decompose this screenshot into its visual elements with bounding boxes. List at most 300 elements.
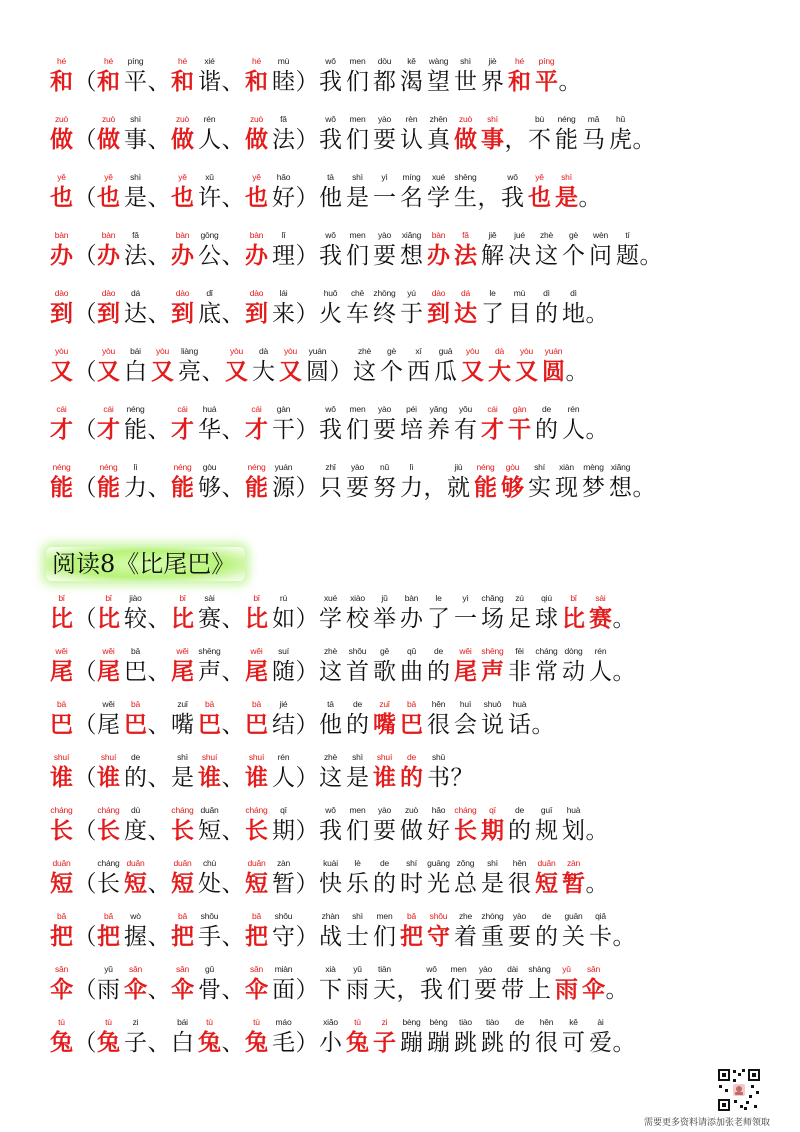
pinyin: cái [487, 404, 498, 414]
hanzi: 校 [346, 606, 369, 632]
hanzi-cell [344, 403, 371, 445]
punctuation [567, 345, 587, 387]
hanzi: 学 [319, 606, 342, 632]
pinyin: cháng [245, 805, 268, 815]
hanzi: 。 [565, 359, 589, 385]
hanzi: 人 [589, 659, 612, 685]
hanzi: 谁 [245, 764, 268, 791]
pinyin: yě [104, 172, 113, 182]
character-row [48, 345, 768, 387]
pinyin: xué [431, 172, 446, 182]
pinyin: xiǎng [401, 230, 422, 240]
hanzi: 能 [555, 127, 578, 153]
pinyin: bǐ [105, 593, 112, 603]
hanzi: 兔 [198, 1029, 221, 1056]
pinyin: wèn [593, 230, 608, 240]
pinyin: wǒ [325, 114, 336, 124]
hanzi: 谁 [198, 764, 221, 791]
hanzi: （ [73, 712, 97, 738]
hanzi-cell [196, 171, 223, 213]
highlighted-hanzi-cell [243, 910, 270, 952]
highlighted-hanzi-cell [196, 1016, 223, 1058]
hanzi: 小 [319, 1030, 342, 1056]
hanzi: 又 [97, 358, 120, 385]
pinyin: duǎn [173, 858, 192, 868]
hanzi-cell [560, 645, 587, 687]
footer [644, 1067, 770, 1128]
hanzi: 嘴 [171, 712, 194, 738]
hanzi: 的 [427, 659, 450, 685]
hanzi: 办 [171, 242, 194, 269]
punctuation [297, 113, 317, 155]
hanzi: 雨 [97, 977, 120, 1003]
hanzi: 做 [97, 126, 120, 153]
pinyin: bǎ [56, 911, 67, 921]
highlighted-hanzi-cell [533, 857, 560, 899]
hanzi: 时 [400, 871, 423, 897]
highlighted-hanzi-cell [169, 645, 196, 687]
pinyin: bàn [431, 230, 446, 240]
hanzi-cell [270, 171, 297, 213]
highlighted-hanzi-cell [277, 345, 304, 387]
hanzi: 很 [427, 712, 450, 738]
hanzi-cell [169, 751, 196, 793]
hanzi-cell [425, 592, 452, 634]
pinyin: men [349, 56, 366, 66]
hanzi: 、 [221, 659, 245, 685]
hanzi: 生 [454, 185, 477, 211]
pinyin: dǐ [206, 288, 213, 298]
highlighted-hanzi-cell [122, 698, 149, 740]
pinyin: yǎng [429, 404, 448, 414]
pinyin: jiě [488, 230, 497, 240]
hanzi: 、 [221, 765, 245, 791]
hanzi-cell [506, 857, 533, 899]
hanzi-cell [317, 403, 344, 445]
hanzi-cell [122, 1016, 149, 1058]
hanzi: ） [295, 924, 319, 950]
punctuation [223, 751, 243, 793]
hanzi-cell [196, 645, 223, 687]
hanzi-cell [425, 55, 452, 97]
character-row [48, 592, 768, 634]
punctuation [425, 461, 445, 503]
hanzi-cell [317, 113, 344, 155]
hanzi: 来 [272, 301, 295, 327]
hanzi-cell [270, 461, 297, 503]
highlighted-hanzi-cell [425, 910, 452, 952]
pinyin: zhōng [373, 288, 396, 298]
hanzi: 兔 [50, 1029, 73, 1056]
pinyin: xiào [350, 593, 365, 603]
hanzi-cell [425, 403, 452, 445]
hanzi-cell [122, 171, 149, 213]
punctuation [75, 229, 95, 271]
hanzi-cell [452, 592, 479, 634]
hanzi: （ [73, 359, 97, 385]
hanzi: 都 [373, 69, 396, 95]
hanzi: 要 [346, 475, 369, 501]
hanzi-cell [452, 55, 479, 97]
pinyin: cái [251, 404, 262, 414]
pinyin: hé [103, 56, 114, 66]
highlighted-hanzi-cell [48, 698, 75, 740]
pinyin: sǎn [128, 964, 143, 974]
hanzi: 的 [346, 712, 369, 738]
highlighted-hanzi-cell [243, 113, 270, 155]
pinyin: dào [54, 288, 69, 298]
hanzi-cell [398, 1016, 425, 1058]
hanzi-cell [371, 113, 398, 155]
punctuation [297, 171, 317, 213]
highlighted-hanzi-cell [169, 171, 196, 213]
hanzi: 才 [97, 416, 120, 443]
hanzi: 实 [528, 475, 551, 501]
hanzi-cell [169, 698, 196, 740]
highlighted-hanzi-cell [48, 804, 75, 846]
hanzi: 和 [171, 68, 194, 95]
hanzi: 目 [508, 301, 531, 327]
hanzi: 界 [481, 69, 504, 95]
pinyin: zhe [458, 911, 473, 921]
hanzi-cell [398, 55, 425, 97]
hanzi: 要 [474, 977, 497, 1003]
hanzi: （ [73, 69, 97, 95]
punctuation [75, 751, 95, 793]
pinyin: guāng [427, 858, 450, 868]
hanzi: 好 [427, 818, 450, 844]
hanzi: 法 [272, 127, 295, 153]
hanzi-cell [506, 1016, 533, 1058]
hanzi: ） [329, 359, 353, 385]
pinyin: zi [132, 1017, 139, 1027]
pinyin: hěn [512, 858, 527, 868]
highlighted-hanzi-cell [169, 804, 196, 846]
hanzi: 。 [585, 417, 609, 443]
hanzi-cell [371, 857, 398, 899]
hanzi: 个 [380, 359, 403, 385]
highlighted-hanzi-cell [452, 645, 479, 687]
pinyin: sǎn [586, 964, 601, 974]
highlighted-hanzi-cell [48, 345, 75, 387]
hanzi: 场 [481, 606, 504, 632]
pinyin: néng [557, 114, 576, 124]
hanzi-cell [344, 229, 371, 271]
highlighted-hanzi-cell [48, 751, 75, 793]
hanzi: 谐 [198, 69, 221, 95]
hanzi: 办 [50, 242, 73, 269]
hanzi-cell [270, 698, 297, 740]
hanzi: 才 [50, 416, 73, 443]
hanzi-cell [398, 461, 425, 503]
pinyin: bǎ [251, 911, 262, 921]
pinyin: yòu [519, 346, 534, 356]
hanzi: 够 [501, 474, 524, 501]
hanzi: 们 [346, 818, 369, 844]
hanzi: 、 [147, 871, 171, 897]
punctuation [614, 645, 634, 687]
pinyin: sài [204, 593, 215, 603]
hanzi-cell [499, 171, 526, 213]
hanzi: 和 [97, 68, 120, 95]
hanzi: 曲 [400, 659, 423, 685]
hanzi-cell [196, 804, 223, 846]
highlighted-hanzi-cell [560, 592, 587, 634]
highlighted-hanzi-cell [196, 751, 223, 793]
highlighted-hanzi-cell [344, 1016, 371, 1058]
hanzi: 车 [346, 301, 369, 327]
highlighted-hanzi-cell [479, 113, 506, 155]
hanzi: 声 [481, 658, 504, 685]
hanzi: 、 [221, 712, 245, 738]
hanzi: 蹦 [427, 1030, 450, 1056]
hanzi: 、 [147, 301, 171, 327]
hanzi: 是 [346, 185, 369, 211]
punctuation [149, 910, 169, 952]
hanzi-cell [122, 345, 149, 387]
pinyin: bàn [249, 230, 264, 240]
pinyin: mèng [583, 462, 604, 472]
hanzi: 白 [171, 1030, 194, 1056]
pinyin: néng [99, 462, 118, 472]
highlighted-hanzi-cell [553, 963, 580, 1005]
hanzi: 平 [124, 69, 147, 95]
pinyin: de [379, 858, 390, 868]
hanzi-cell [122, 55, 149, 97]
hanzi: 想 [609, 475, 632, 501]
hanzi-cell [526, 461, 553, 503]
hanzi: 这 [319, 765, 342, 791]
pinyin: shuí [248, 752, 265, 762]
hanzi-cell [452, 171, 479, 213]
punctuation [614, 592, 634, 634]
hanzi-cell [479, 55, 506, 97]
hanzi: 骨 [198, 977, 221, 1003]
character-row [48, 403, 768, 445]
pinyin: shū [431, 752, 446, 762]
hanzi: 雨 [555, 976, 578, 1003]
hanzi: 非 [508, 659, 531, 685]
hanzi: 暂 [272, 871, 295, 897]
punctuation [587, 804, 607, 846]
hanzi: 要 [373, 818, 396, 844]
pinyin: zuò [249, 114, 264, 124]
hanzi: （ [73, 818, 97, 844]
pinyin: yě [252, 172, 261, 182]
hanzi: 大 [488, 358, 511, 385]
pinyin: yuán [308, 346, 327, 356]
highlighted-hanzi-cell [243, 171, 270, 213]
punctuation [75, 963, 95, 1005]
hanzi: ） [295, 475, 319, 501]
hanzi: 够 [198, 475, 221, 501]
hanzi: 、 [221, 243, 245, 269]
pinyin: chù [202, 858, 217, 868]
highlighted-hanzi-cell [479, 645, 506, 687]
hanzi: 办 [245, 242, 268, 269]
hanzi-cell [553, 461, 580, 503]
hanzi: 圆 [542, 358, 565, 385]
hanzi: 公 [198, 243, 221, 269]
hanzi: 想 [400, 243, 423, 269]
hanzi: ， [477, 185, 501, 211]
hanzi: 们 [346, 127, 369, 153]
hanzi: （ [73, 185, 97, 211]
pinyin: lè [354, 858, 361, 868]
hanzi: 才 [245, 416, 268, 443]
pinyin: néng [247, 462, 266, 472]
pinyin: kuài [323, 858, 338, 868]
hanzi: 办 [400, 606, 423, 632]
highlighted-hanzi-cell [540, 345, 567, 387]
highlighted-hanzi-cell [587, 592, 614, 634]
pinyin: xué [323, 593, 338, 603]
hanzi-cell [398, 403, 425, 445]
hanzi-cell [122, 229, 149, 271]
hanzi-cell [317, 592, 344, 634]
pinyin: yào [478, 964, 493, 974]
pinyin: hǎo [431, 805, 446, 815]
highlighted-hanzi-cell [452, 287, 479, 329]
hanzi-cell [317, 804, 344, 846]
hanzi-cell [587, 229, 614, 271]
pinyin: shì [487, 858, 498, 868]
hanzi: 要 [373, 127, 396, 153]
pinyin: duǎn [247, 858, 266, 868]
hanzi: 尾 [245, 658, 268, 685]
hanzi: （ [73, 659, 97, 685]
hanzi-cell [371, 910, 398, 952]
hanzi: 跳 [454, 1030, 477, 1056]
pinyin: guān [564, 911, 583, 921]
hanzi-cell [344, 55, 371, 97]
hanzi: 的 [124, 765, 147, 791]
pinyin: tù [354, 1017, 361, 1027]
character-row [48, 1016, 768, 1058]
hanzi-cell [398, 645, 425, 687]
pinyin: shì [130, 114, 141, 124]
highlighted-hanzi-cell [243, 751, 270, 793]
pinyin: gē [379, 646, 390, 656]
hanzi: 短 [50, 870, 73, 897]
hanzi-cell [196, 55, 223, 97]
pinyin: guā [438, 346, 453, 356]
pinyin: dào [175, 288, 190, 298]
hanzi: 西 [407, 359, 430, 385]
punctuation [149, 804, 169, 846]
pinyin: huá [202, 404, 217, 414]
hanzi: 巴 [400, 711, 423, 738]
hanzi: 名 [400, 185, 423, 211]
hanzi: 能 [474, 474, 497, 501]
punctuation [149, 113, 169, 155]
hanzi: 短 [535, 870, 558, 897]
pinyin: shǒu [200, 911, 219, 921]
hanzi-cell [250, 345, 277, 387]
punctuation [75, 403, 95, 445]
pinyin: wǒ [325, 230, 336, 240]
hanzi: ？ [450, 765, 474, 791]
hanzi: 长 [454, 817, 477, 844]
hanzi-cell [317, 287, 344, 329]
pinyin: wěi [250, 646, 263, 656]
hanzi: 和 [245, 68, 268, 95]
highlighted-hanzi-cell [95, 403, 122, 445]
character-row [48, 698, 768, 740]
highlighted-hanzi-cell [95, 461, 122, 503]
hanzi: 谁 [50, 764, 73, 791]
highlighted-hanzi-cell [95, 804, 122, 846]
hanzi-cell [452, 857, 479, 899]
hanzi: 他 [319, 185, 342, 211]
hanzi-cell [122, 910, 149, 952]
punctuation [479, 171, 499, 213]
hanzi: 和 [50, 68, 73, 95]
hanzi: 马 [582, 127, 605, 153]
highlighted-hanzi-cell [95, 229, 122, 271]
pinyin: zuò [175, 114, 190, 124]
hanzi: 认 [400, 127, 423, 153]
hanzi: 伞 [50, 976, 73, 1003]
punctuation [297, 751, 317, 793]
hanzi: 达 [124, 301, 147, 327]
highlighted-hanzi-cell [243, 403, 270, 445]
hanzi-cell [270, 963, 297, 1005]
pinyin: men [349, 805, 366, 815]
hanzi: （ [73, 417, 97, 443]
pinyin: zi [381, 1017, 388, 1027]
pinyin: bǎ [103, 911, 114, 921]
pinyin: jǔ [381, 593, 388, 603]
pinyin: qiú [541, 593, 552, 603]
highlighted-hanzi-cell [472, 461, 499, 503]
pinyin: cháng [97, 858, 120, 868]
hanzi-cell [560, 804, 587, 846]
pinyin: yǔ [104, 964, 113, 974]
highlighted-hanzi-cell [506, 55, 533, 97]
hanzi: 做 [171, 126, 194, 153]
hanzi: 题 [616, 243, 639, 269]
hanzi-cell [270, 857, 297, 899]
hanzi: 乐 [346, 871, 369, 897]
hanzi: 也 [50, 184, 73, 211]
pinyin: dào [431, 288, 446, 298]
hanzi-cell [371, 55, 398, 97]
pinyin: zhòng [481, 911, 504, 921]
hanzi-cell [270, 645, 297, 687]
hanzi-cell [425, 645, 452, 687]
punctuation [75, 55, 95, 97]
hanzi: 比 [245, 605, 268, 632]
hanzi: ） [295, 765, 319, 791]
pinyin: yú [407, 288, 416, 298]
hanzi: 、 [221, 871, 245, 897]
hanzi: 、 [221, 475, 245, 501]
hanzi: ） [295, 417, 319, 443]
pinyin: de [352, 699, 363, 709]
hanzi: 到 [171, 300, 194, 327]
pinyin: fǎ [462, 230, 469, 240]
hanzi: 人 [198, 127, 221, 153]
highlighted-hanzi-cell [243, 963, 270, 1005]
hanzi: 的 [508, 1030, 531, 1056]
pinyin: shì [352, 752, 363, 762]
hanzi: 了 [427, 606, 450, 632]
hanzi: （ [73, 243, 97, 269]
hanzi: 到 [97, 300, 120, 327]
hanzi-cell [553, 113, 580, 155]
hanzi: 短 [124, 870, 147, 897]
